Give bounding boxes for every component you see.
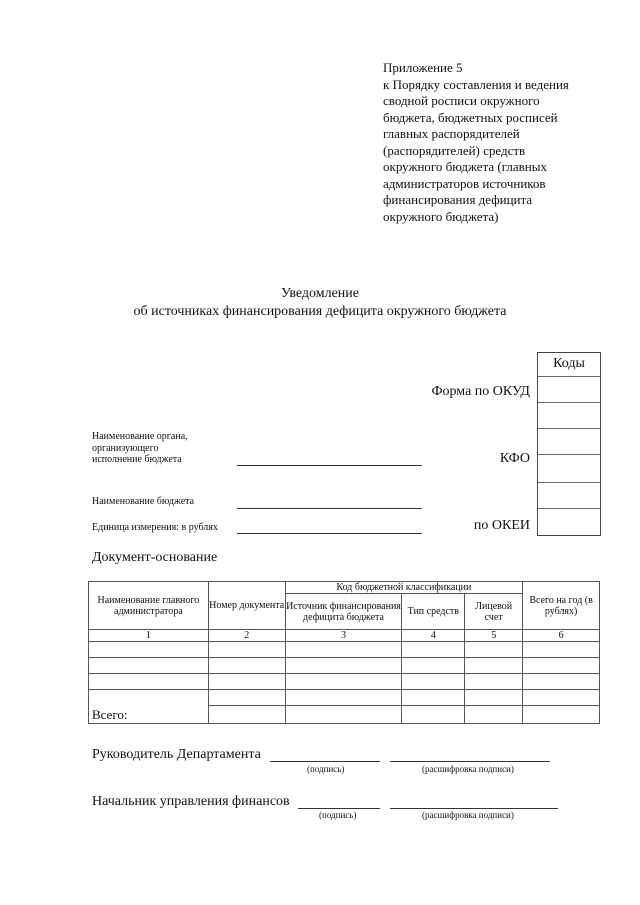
total-row xyxy=(89,706,600,724)
sources-table xyxy=(88,581,600,724)
annex-line: бюджета, бюджетных росписей xyxy=(383,109,558,125)
th-docnum: Номер документа xyxy=(208,582,285,630)
table-cell[interactable] xyxy=(285,674,402,690)
head-signature-label: Руководитель Департамента xyxy=(92,747,261,762)
finance-podpis-caption: (подпись) xyxy=(319,810,357,820)
table-cell[interactable] xyxy=(285,658,402,674)
table-cell[interactable] xyxy=(285,690,402,706)
document-title: Уведомление xyxy=(280,286,359,301)
table-cell[interactable] xyxy=(465,658,523,674)
unit-label: Единица измерения: в рублях xyxy=(92,522,218,533)
code-cell[interactable] xyxy=(538,429,600,455)
table-row xyxy=(89,642,600,658)
annex-line: администраторов источников xyxy=(383,175,546,191)
table-cell[interactable] xyxy=(465,706,523,724)
unit-field[interactable] xyxy=(237,533,422,534)
table-cell[interactable] xyxy=(523,658,600,674)
code-cell-okei[interactable] xyxy=(538,509,600,535)
total-label: Всего: xyxy=(89,706,209,724)
th-type: Тип средств xyxy=(402,594,465,630)
table-cell[interactable] xyxy=(208,642,285,658)
annex-line: финансирования дефицита xyxy=(383,192,533,207)
table-cell[interactable] xyxy=(402,674,465,690)
table-row xyxy=(89,674,600,690)
org-label-line: Наименование органа, xyxy=(92,431,188,442)
col-num: 2 xyxy=(208,630,285,642)
annex-line: главных распорядителей xyxy=(383,126,520,141)
document-subtitle: об источниках финансирования дефицита окружного бюджета xyxy=(133,304,507,319)
annex-line: Приложение 5 xyxy=(383,60,463,75)
table-cell[interactable] xyxy=(465,674,523,690)
table-cell[interactable] xyxy=(208,658,285,674)
table-cell[interactable] xyxy=(402,706,465,724)
head-name-field[interactable] xyxy=(390,761,550,762)
table-cell[interactable] xyxy=(523,674,600,690)
budget-field[interactable] xyxy=(237,508,422,509)
th-account: Лицевой счет xyxy=(465,594,523,630)
finance-signature-field[interactable] xyxy=(298,808,380,809)
table-cell[interactable] xyxy=(89,658,209,674)
table-cell[interactable] xyxy=(285,706,402,724)
table-cell[interactable] xyxy=(89,690,209,706)
col-num: 1 xyxy=(89,630,209,642)
th-admin: Наименование главного администратора xyxy=(89,582,209,630)
kfo-label: КФО xyxy=(499,451,530,466)
finance-rasshifrovka-caption: (расшифровка подписи) xyxy=(422,810,514,820)
table-row xyxy=(89,658,600,674)
org-field[interactable] xyxy=(237,465,422,466)
table-cell[interactable] xyxy=(523,690,600,706)
table-row xyxy=(89,690,600,706)
annex-line: окружного бюджета) xyxy=(383,208,499,224)
table-cell[interactable] xyxy=(523,706,600,724)
annex-line: (распорядителей) средств xyxy=(383,142,526,158)
table-cell[interactable] xyxy=(208,706,285,724)
codes-header: Коды xyxy=(538,353,600,377)
head-podpis-caption: (подпись) xyxy=(307,764,345,774)
org-label-line: исполнение бюджета xyxy=(92,454,182,465)
basis-label: Документ-основание xyxy=(92,550,218,565)
table-cell[interactable] xyxy=(402,690,465,706)
annex-line: окружного бюджета (главных xyxy=(383,159,547,174)
org-label xyxy=(92,431,188,466)
table-cell[interactable] xyxy=(465,690,523,706)
table-cell[interactable] xyxy=(402,642,465,658)
codes-box xyxy=(537,352,601,536)
table-cell[interactable] xyxy=(208,690,285,706)
annex-block xyxy=(383,60,623,225)
table-cell[interactable] xyxy=(465,642,523,658)
th-total: Всего на год (в рублях) xyxy=(523,582,600,630)
head-rasshifrovka-caption: (расшифровка подписи) xyxy=(422,764,514,774)
col-num: 4 xyxy=(402,630,465,642)
annex-line: к Порядку составления и ведения xyxy=(383,76,569,92)
code-cell-okud[interactable] xyxy=(538,377,600,403)
okei-label: по ОКЕИ xyxy=(473,518,530,533)
annex-line: сводной росписи окружного xyxy=(383,93,540,108)
code-cell-kfo[interactable] xyxy=(538,455,600,483)
col-num: 6 xyxy=(523,630,600,642)
finance-signature-label: Начальник управления финансов xyxy=(92,794,290,809)
finance-name-field[interactable] xyxy=(390,808,558,809)
table-cell[interactable] xyxy=(89,642,209,658)
table-cell[interactable] xyxy=(285,642,402,658)
th-source: Источник финансирования дефицита бюджета xyxy=(285,594,402,630)
table-cell[interactable] xyxy=(402,658,465,674)
code-cell[interactable] xyxy=(538,483,600,509)
head-signature-field[interactable] xyxy=(270,761,380,762)
table-cell[interactable] xyxy=(89,674,209,690)
table-cell[interactable] xyxy=(523,642,600,658)
col-num: 3 xyxy=(285,630,402,642)
budget-label: Наименование бюджета xyxy=(92,496,195,507)
org-label-line: организующего xyxy=(92,442,159,454)
okud-label: Форма по ОКУД xyxy=(431,384,530,399)
col-num: 5 xyxy=(465,630,523,642)
table-cell[interactable] xyxy=(208,674,285,690)
code-cell[interactable] xyxy=(538,403,600,429)
th-kbk-group: Код бюджетной классификации xyxy=(285,582,523,594)
